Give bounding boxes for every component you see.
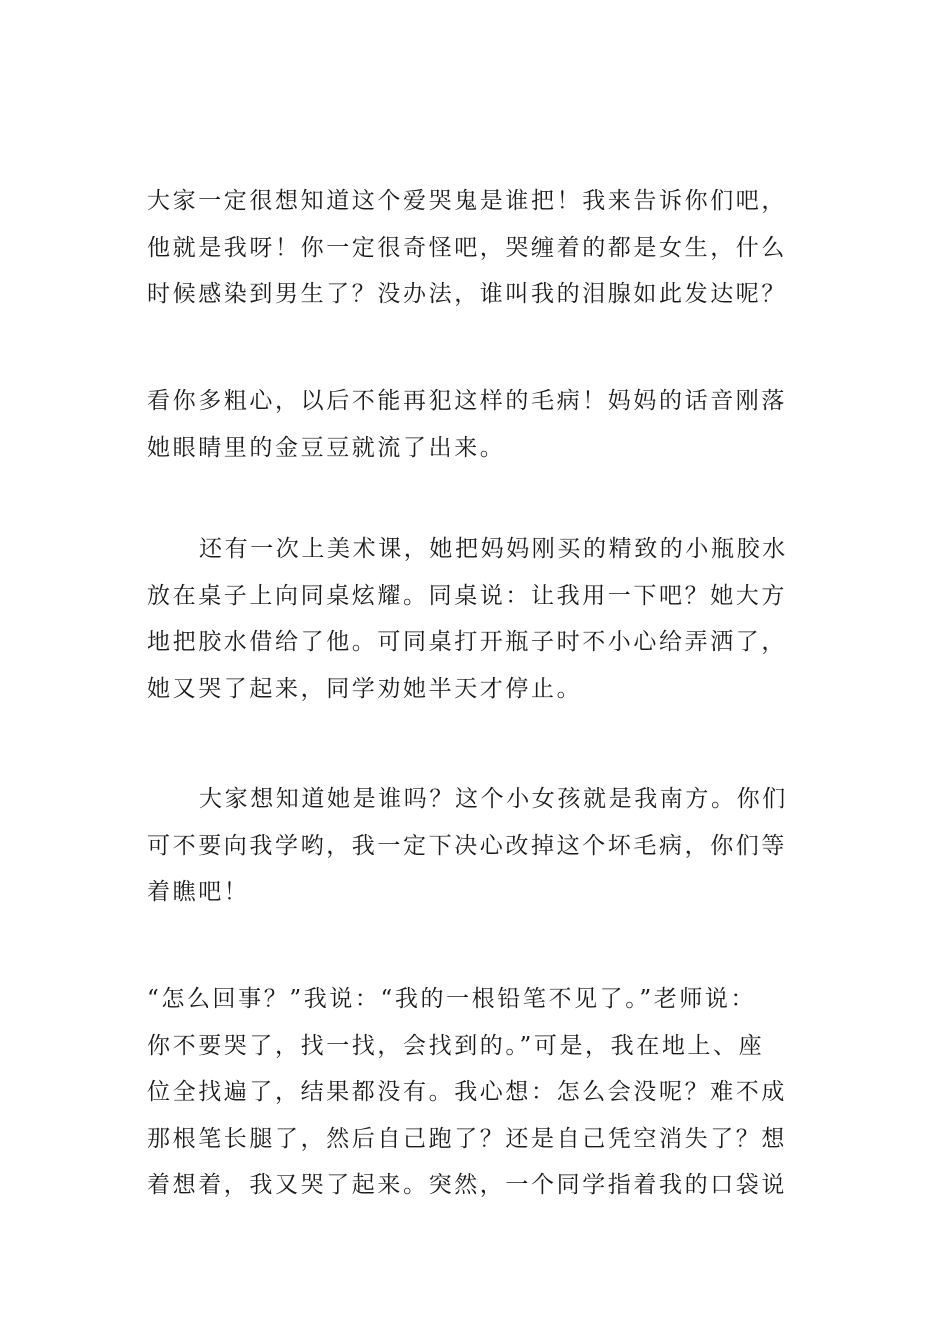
paragraph-line: 放在桌子上向同桌炫耀。同桌说：让我用一下吧？她大方 bbox=[147, 582, 787, 609]
paragraph-line: 那根笔长腿了，然后自己跑了？还是自己凭空消失了？想 bbox=[147, 1125, 787, 1152]
paragraph-line: 还有一次上美术课，她把妈妈刚买的精致的小瓶胶水 bbox=[199, 536, 788, 562]
paragraph-line: 她又哭了起来，同学劝她半天才停止。 bbox=[147, 675, 583, 702]
paragraph-4 bbox=[147, 776, 817, 916]
paragraph-line: 位全找遍了，结果都没有。我心想：怎么会没呢？难不成 bbox=[147, 1079, 787, 1105]
paragraph-2 bbox=[147, 378, 817, 471]
paragraph-line: 地把胶水借给了他。可同桌打开瓶子时不小心给弄洒了， bbox=[147, 629, 787, 655]
paragraph-1 bbox=[147, 178, 817, 318]
paragraph-line: 时候感染到男生了？没办法，谁叫我的泪腺如此发达呢？ bbox=[147, 281, 787, 307]
paragraph-line: 他就是我呀！你一定很奇怪吧，哭缠着的都是女生，什么 bbox=[147, 234, 787, 261]
paragraph-3 bbox=[147, 526, 817, 712]
paragraph-line: 看你多粗心，以后不能再犯这样的毛病！妈妈的话音刚落 bbox=[147, 388, 787, 414]
paragraph-line: 着想着，我又哭了起来。突然，一个同学指着我的口袋说 bbox=[147, 1172, 787, 1198]
paragraph-line: 着瞧吧！ bbox=[147, 879, 250, 905]
paragraph-line: “怎么回事？”我说：“我的一根铅笔不见了。”老师说： bbox=[147, 986, 757, 1012]
paragraph-5 bbox=[147, 976, 817, 1209]
paragraph-line: 可不要向我学哟，我一定下决心改掉这个坏毛病，你们等 bbox=[147, 832, 787, 859]
paragraph-line: 大家想知道她是谁吗？这个小女孩就是我南方。你们 bbox=[199, 786, 788, 812]
paragraph-line: 你不要哭了，找一找，会找到的。”可是，我在地上、座 bbox=[147, 1032, 765, 1059]
paragraph-line: 她眼睛里的金豆豆就流了出来。 bbox=[147, 434, 506, 461]
paragraph-line: 大家一定很想知道这个爱哭鬼是谁把！我来告诉你们吧， bbox=[147, 188, 787, 214]
